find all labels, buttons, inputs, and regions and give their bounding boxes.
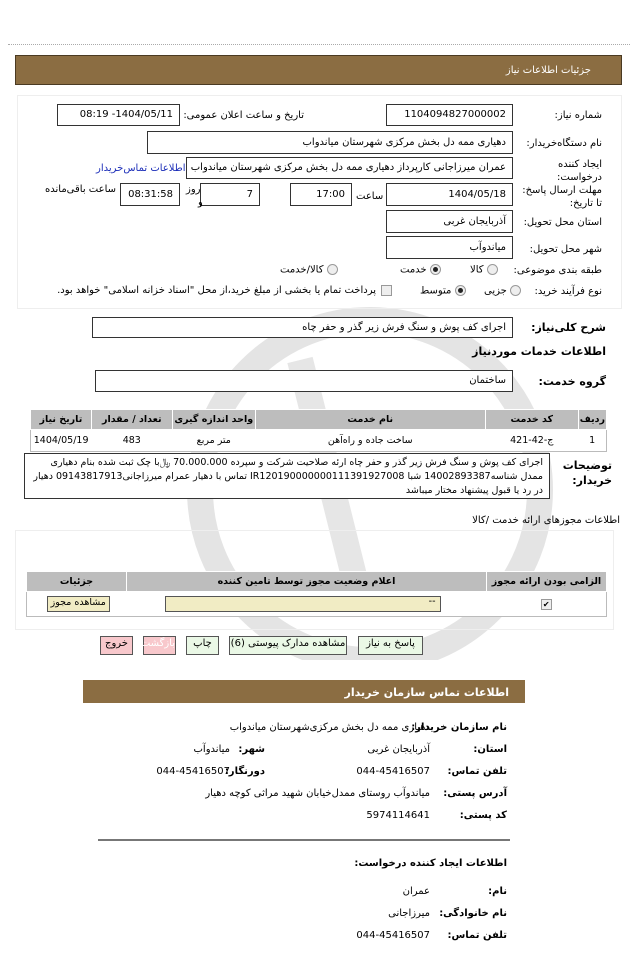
col-unit: واحد اندازه گیری bbox=[172, 410, 255, 430]
need-number-field: 1104094827000002 bbox=[386, 104, 513, 126]
cell-code: ج-42-421 bbox=[485, 430, 578, 452]
contact-address-label: آدرس پستی: bbox=[443, 788, 507, 799]
exit-button[interactable]: خروج bbox=[100, 636, 133, 655]
contact-postal-label: کد پستی: bbox=[459, 810, 507, 821]
cell-row: 1 bbox=[578, 430, 606, 452]
contact-address-value: میاندوآب روستای ممدل‌خیابان شهید مراثی کوچه دهیار bbox=[205, 788, 430, 799]
cell-qty: 483 bbox=[91, 430, 172, 452]
service-group-field: ساختمان bbox=[95, 370, 513, 392]
radio-service[interactable]: خدمت bbox=[400, 264, 441, 276]
table-row bbox=[31, 430, 607, 452]
license-status-input[interactable]: -- bbox=[165, 596, 441, 612]
contact-phone-value: 044-45416507 bbox=[356, 766, 430, 777]
creator-family-label: نام خانوادگی: bbox=[439, 908, 507, 919]
org-value: دهیاری ممه دل بخش مرکزی‌شهرستان میاندواب bbox=[229, 722, 430, 733]
buyer-contact-link[interactable]: اطلاعات تماس‌خریدار bbox=[96, 163, 186, 174]
summary-label: شرح کلی‌نیاز: bbox=[531, 321, 606, 334]
cell-status bbox=[127, 592, 487, 617]
contact-postal-value: 5974114641 bbox=[366, 810, 430, 821]
need-number-label: شماره نیاز: bbox=[554, 110, 602, 121]
col-qty: تعداد / مقدار bbox=[91, 410, 172, 430]
creator-name-label: نام: bbox=[488, 886, 507, 897]
contact-city-value: میاندوآب bbox=[193, 744, 230, 755]
and-label: و bbox=[198, 197, 203, 208]
days-field: 7 bbox=[200, 183, 260, 206]
col-date: تاریخ نیاز bbox=[31, 410, 92, 430]
contact-phone-label: تلفن تماس: bbox=[447, 766, 507, 777]
contact-header: اطلاعات تماس سازمان خریدار bbox=[83, 680, 525, 703]
cell-required bbox=[487, 592, 607, 617]
creator-field: عمران میرزاجانی کارپرداز دهیاری ممه دل بخش مرکزی شهرستان میاندواب bbox=[186, 157, 513, 179]
creator-label: ایجاد کننده درخواست: bbox=[557, 159, 602, 183]
back-button[interactable]: بازگشت bbox=[143, 636, 176, 655]
treasury-text: پرداخت تمام یا بخشی از مبلغ خرید،از محل "اسناد خزانه اسلامی" خواهد بود. bbox=[57, 285, 376, 296]
reply-button[interactable]: پاسخ به نیاز bbox=[358, 636, 423, 655]
creator-family-value: میرزاجانی bbox=[388, 908, 430, 919]
licenses-title: اطلاعات مجوزهای ارائه خدمت /کالا bbox=[472, 515, 620, 526]
col-name: نام خدمت bbox=[255, 410, 485, 430]
summary-field: اجرای کف پوش و سنگ فرش زیر گذر و حفر چاه bbox=[92, 317, 513, 338]
city-label: شهر محل تحویل: bbox=[529, 244, 602, 255]
city-field: میاندوآب bbox=[386, 236, 513, 259]
header-title: جزئیات اطلاعات نیاز bbox=[505, 65, 591, 76]
table-header bbox=[31, 410, 607, 430]
buyer-notes-field: اجرای کف پوش و سنگ فرش زیر گذر و حفر چاه ارئه صلاحیت شرکت و سپرده 70.000.000 ﷼با چک ثبت شده بنام دهیاری ممدل شناسه14002893387 شبا IR120190000000111391927008 تماس با دهیار عمرام میرزاجانی09143817913 دهیار در رد یا قبول پیشنهاد مختار میباشد bbox=[24, 453, 550, 499]
contact-province-value: آذربایجان غربی bbox=[367, 744, 430, 755]
creator-name-value: عمران bbox=[402, 886, 430, 897]
province-field: آذربایجان غربی bbox=[386, 210, 513, 233]
org-label: نام سازمان خریدار: bbox=[411, 722, 507, 733]
announce-label: تاریخ و ساعت اعلان عمومی: bbox=[183, 110, 304, 121]
contact-city-label: شهر: bbox=[238, 744, 265, 755]
cell-unit: متر مربع bbox=[172, 430, 255, 452]
col-row: ردیف bbox=[578, 410, 606, 430]
services-table bbox=[30, 409, 607, 452]
creator-info-title: اطلاعات ایجاد کننده درخواست: bbox=[354, 858, 507, 869]
divider bbox=[8, 44, 630, 45]
cell-date: 1404/05/19 bbox=[31, 430, 92, 452]
province-label: استان محل تحویل: bbox=[523, 217, 602, 228]
attachments-button[interactable]: مشاهده مدارک پیوستی (6) bbox=[229, 636, 347, 655]
col-details: جزئیات bbox=[27, 572, 127, 592]
col-code: کد خدمت bbox=[485, 410, 578, 430]
buyer-field: دهیاری ممه دل بخش مرکزی شهرستان میاندواب bbox=[147, 131, 513, 154]
time-label: ساعت bbox=[356, 191, 384, 202]
radio-minor[interactable]: جزیی bbox=[484, 285, 521, 297]
remaining-label: ساعت باقی‌مانده bbox=[45, 184, 117, 195]
treasury-checkbox[interactable] bbox=[381, 285, 392, 296]
days-label: روز bbox=[186, 184, 201, 195]
col-required: الزامی بودن ارائه مجوز bbox=[487, 572, 607, 592]
required-checkbox: ✔ bbox=[541, 599, 552, 610]
announce-field: 1404/05/11- 08:19 bbox=[57, 104, 180, 126]
category-label: طبقه بندی موضوعی: bbox=[513, 265, 602, 276]
deadline-date-field: 1404/05/18 bbox=[386, 183, 513, 206]
deadline-label: مهلت ارسال پاسخ: تا تاریخ: bbox=[522, 185, 602, 209]
table-header bbox=[27, 572, 607, 592]
contact-fax-label: دورنگار: bbox=[224, 766, 265, 777]
table-row bbox=[27, 592, 607, 617]
remaining-time-field: 08:31:58 bbox=[120, 183, 180, 206]
contact-province-label: استان: bbox=[473, 744, 507, 755]
col-status: اعلام وضعیت مجوز توسط تامین کننده bbox=[127, 572, 487, 592]
print-button[interactable]: چاپ bbox=[186, 636, 219, 655]
process-label: نوع فرآیند خرید: bbox=[534, 286, 602, 297]
contact-fax-value: 044-45416507 bbox=[156, 766, 230, 777]
creator-phone-value: 044-45416507 bbox=[356, 930, 430, 941]
cell-name: ساخت جاده و راه‌آهن bbox=[255, 430, 485, 452]
service-group-label: گروه خدمت: bbox=[538, 375, 606, 388]
radio-goods-service[interactable]: کالا/خدمت bbox=[280, 264, 338, 276]
deadline-time-field: 17:00 bbox=[290, 183, 352, 206]
view-license-button[interactable]: مشاهده مجوز bbox=[47, 596, 110, 612]
services-title: اطلاعات خدمات موردنیاز bbox=[472, 345, 606, 358]
radio-medium[interactable]: متوسط bbox=[420, 285, 466, 297]
divider bbox=[98, 839, 510, 841]
buyer-label: نام دستگاه‌خریدار: bbox=[526, 138, 602, 149]
cell-details bbox=[27, 592, 127, 617]
radio-goods[interactable]: کالا bbox=[470, 264, 498, 276]
details-header bbox=[15, 55, 622, 85]
licenses-table bbox=[26, 571, 607, 617]
creator-phone-label: تلفن تماس: bbox=[447, 930, 507, 941]
buyer-notes-label: توضیحات خریدار: bbox=[562, 459, 612, 487]
